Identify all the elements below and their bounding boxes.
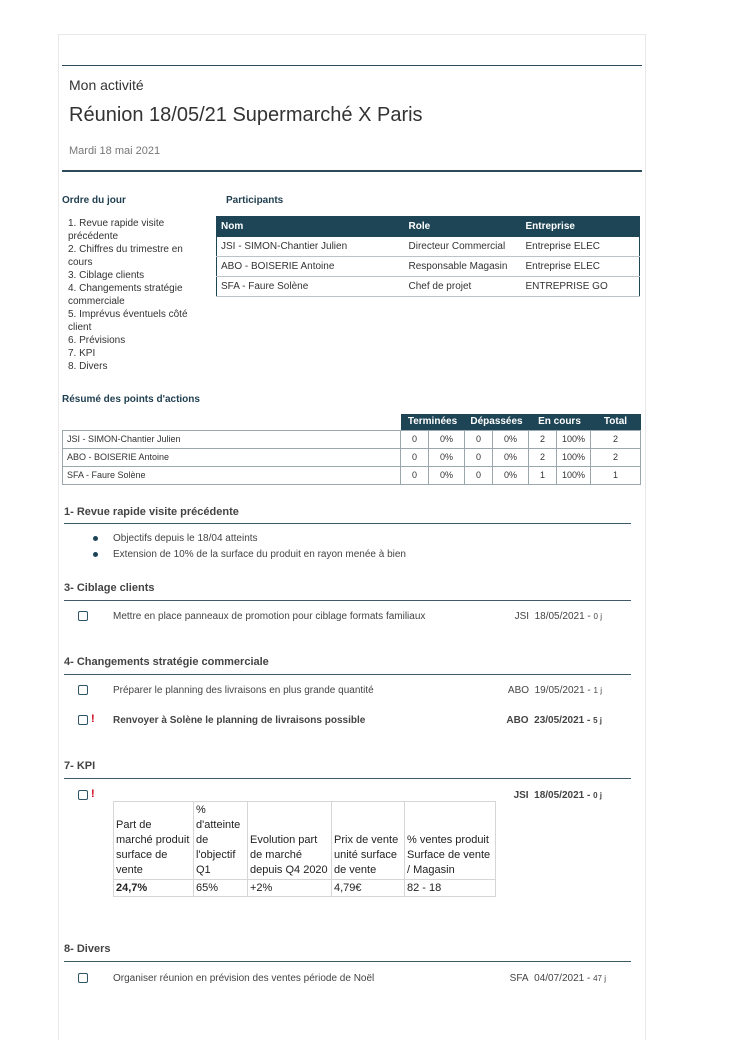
agenda-item: 6. Prévisions xyxy=(68,335,126,346)
table-row xyxy=(63,466,641,484)
summary-label: Résumé des points d'actions xyxy=(62,394,200,405)
bullet-dot-icon xyxy=(93,536,98,541)
agenda-label: Ordre du jour xyxy=(62,195,126,206)
action-days: 5 j xyxy=(593,716,602,725)
kpi-value-sales-ratio: 82 - 18 xyxy=(405,880,496,897)
header-top-rule xyxy=(62,65,642,66)
meeting-date: Mardi 18 mai 2021 xyxy=(69,145,161,157)
summary-ongoing: 2 xyxy=(529,430,557,448)
kpi-header-price: Prix de vente unité surface de vente xyxy=(332,802,405,880)
urgent-icon: ! xyxy=(91,788,95,800)
summary-ongoing-pct: 100% xyxy=(557,448,591,466)
participant-company: Entreprise ELEC xyxy=(522,237,640,257)
action-date: 23/05/2021 xyxy=(534,715,585,726)
action-date: 18/05/2021 xyxy=(534,790,585,801)
table-row xyxy=(63,430,641,448)
action-checkbox[interactable] xyxy=(78,790,88,800)
participant-name: ABO - BOISERIE Antoine xyxy=(217,257,405,277)
participant-role: Chef de projet xyxy=(405,277,522,297)
summary-person: SFA - Faure Solène xyxy=(63,466,401,484)
action-owner: ABO xyxy=(506,715,529,726)
summary-done: 0 xyxy=(401,466,429,484)
section-rule xyxy=(64,523,631,524)
section-title-targeting: 3- Ciblage clients xyxy=(64,582,155,594)
action-text: Mettre en place panneaux de promotion pour ciblage formats familiaux xyxy=(113,611,426,622)
action-checkbox[interactable] xyxy=(78,973,88,983)
summary-col-late: Dépassées xyxy=(465,414,529,430)
kpi-header-market-share: Part de marché produit surface de vente xyxy=(114,802,194,880)
section-rule xyxy=(64,778,631,779)
summary-late: 0 xyxy=(465,430,493,448)
page-title: Réunion 18/05/21 Supermarché X Paris xyxy=(69,104,423,126)
agenda-item: 5. Imprévus éventuels côté client xyxy=(68,309,188,333)
section-title-misc: 8- Divers xyxy=(64,943,111,955)
section-rule xyxy=(64,961,631,962)
section-title-strategy: 4- Changements stratégie commerciale xyxy=(64,656,269,668)
agenda-item: 4. Changements stratégie commerciale xyxy=(68,283,183,307)
agenda-item: 1. Revue rapide visite précédente xyxy=(68,218,165,242)
action-meta: ABO 23/05/2021 - 5 j xyxy=(506,715,602,726)
participants-label: Participants xyxy=(226,195,284,206)
section-title-review: 1- Revue rapide visite précédente xyxy=(64,506,239,518)
action-owner: SFA xyxy=(509,973,529,984)
participants-header-row xyxy=(217,217,640,237)
summary-late: 0 xyxy=(465,466,493,484)
action-date: 04/07/2021 xyxy=(534,973,585,984)
summary-header-row xyxy=(63,414,641,430)
action-date: 18/05/2021 xyxy=(534,611,585,622)
summary-person: JSI - SIMON-Chantier Julien xyxy=(63,430,401,448)
agenda-item: 3. Ciblage clients xyxy=(68,270,145,281)
summary-ongoing-pct: 100% xyxy=(557,466,591,484)
agenda-list xyxy=(68,217,198,373)
summary-total: 2 xyxy=(591,448,641,466)
participant-company: ENTREPRISE GO xyxy=(522,277,640,297)
participants-col-company: Entreprise xyxy=(522,217,640,237)
kpi-values-row xyxy=(114,880,496,897)
bullet-dot-icon xyxy=(93,552,98,557)
action-days: 0 j xyxy=(593,612,602,621)
action-checkbox[interactable] xyxy=(78,611,88,621)
action-text: Préparer le planning des livraisons en plus grande quantité xyxy=(113,685,374,696)
kpi-header-target: % d'atteinte de l'objectif Q1 xyxy=(194,802,248,880)
action-text: Organiser réunion en prévision des ventes période de Noël xyxy=(113,973,375,984)
action-meta: ABO 19/05/2021 - 1 j xyxy=(507,685,602,696)
section-rule xyxy=(64,600,631,601)
agenda-item: 8. Divers xyxy=(68,361,108,372)
summary-total: 2 xyxy=(591,430,641,448)
action-owner: ABO xyxy=(507,685,530,696)
header-category: Mon activité xyxy=(69,77,144,93)
action-days: 0 j xyxy=(593,791,602,800)
table-row xyxy=(63,448,641,466)
summary-col-total: Total xyxy=(591,414,641,430)
summary-late-pct: 0% xyxy=(493,430,529,448)
summary-col-done: Terminées xyxy=(401,414,465,430)
action-days: 47 j xyxy=(593,974,606,983)
action-days: 1 j xyxy=(593,686,602,695)
kpi-header-evolution: Evolution part de marché depuis Q4 2020 xyxy=(248,802,332,880)
action-checkbox[interactable] xyxy=(78,715,88,725)
section-rule xyxy=(64,674,631,675)
header-bottom-rule xyxy=(62,170,642,172)
table-row xyxy=(217,277,640,297)
participants-col-name: Nom xyxy=(217,217,405,237)
participant-name: JSI - SIMON-Chantier Julien xyxy=(217,237,405,257)
summary-ongoing: 1 xyxy=(529,466,557,484)
action-meta: JSI 18/05/2021 - 0 j xyxy=(513,790,602,801)
participant-name: SFA - Faure Solène xyxy=(217,277,405,297)
summary-done: 0 xyxy=(401,430,429,448)
bullet-text: Extension de 10% de la surface du produit en rayon menée à bien xyxy=(113,549,406,560)
agenda-item: 2. Chiffres du trimestre en cours xyxy=(68,244,183,268)
summary-ongoing: 2 xyxy=(529,448,557,466)
participant-company: Entreprise ELEC xyxy=(522,257,640,277)
participants-col-role: Role xyxy=(405,217,522,237)
kpi-value-evolution: +2% xyxy=(248,880,332,897)
summary-ongoing-pct: 100% xyxy=(557,430,591,448)
action-meta: SFA 04/07/2021 - 47 j xyxy=(509,973,606,984)
action-text: Renvoyer à Solène le planning de livraisons possible xyxy=(113,715,366,726)
action-checkbox[interactable] xyxy=(78,685,88,695)
kpi-header-sales-ratio: % ventes produit Surface de vente / Magasin xyxy=(405,802,496,880)
participant-role: Directeur Commercial xyxy=(405,237,522,257)
kpi-value-market-share: 24,7% xyxy=(114,880,194,897)
summary-col-ongoing: En cours xyxy=(529,414,591,430)
summary-done-pct: 0% xyxy=(429,448,465,466)
agenda-item: 7. KPI xyxy=(68,348,96,359)
summary-late-pct: 0% xyxy=(493,466,529,484)
action-date: 19/05/2021 xyxy=(534,685,585,696)
section-title-kpi: 7- KPI xyxy=(64,760,96,772)
participants-table xyxy=(216,216,640,297)
summary-late-pct: 0% xyxy=(493,448,529,466)
summary-done-pct: 0% xyxy=(429,430,465,448)
participant-role: Responsable Magasin xyxy=(405,257,522,277)
summary-done-pct: 0% xyxy=(429,466,465,484)
summary-table xyxy=(62,414,641,485)
kpi-table xyxy=(113,801,496,897)
bullet-text: Objectifs depuis le 18/04 atteints xyxy=(113,533,258,544)
action-owner: JSI xyxy=(513,790,529,801)
kpi-value-price: 4,79€ xyxy=(332,880,405,897)
action-meta: JSI 18/05/2021 - 0 j xyxy=(514,611,602,622)
summary-person: ABO - BOISERIE Antoine xyxy=(63,448,401,466)
summary-late: 0 xyxy=(465,448,493,466)
action-owner: JSI xyxy=(514,611,530,622)
urgent-icon: ! xyxy=(91,713,95,725)
table-row xyxy=(217,257,640,277)
summary-done: 0 xyxy=(401,448,429,466)
table-row xyxy=(217,237,640,257)
kpi-header-row xyxy=(114,802,496,880)
summary-total: 1 xyxy=(591,466,641,484)
kpi-value-target: 65% xyxy=(194,880,248,897)
